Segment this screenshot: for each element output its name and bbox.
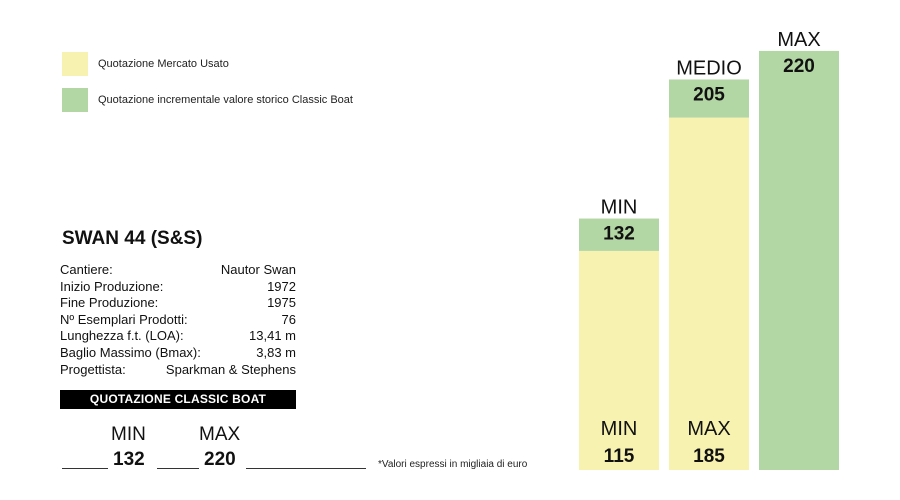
classic-boat-banner: QUOTAZIONE CLASSIC BOAT <box>60 390 296 409</box>
bar-total-value-medio: 205 <box>693 84 725 106</box>
bar-base-label-medio: MAX <box>687 418 731 440</box>
summary-max-label: MAX <box>199 424 241 445</box>
units-note: *Valori espressi in migliaia di euro <box>378 459 528 470</box>
spec-label: Baglio Massimo (Bmax): <box>60 344 201 360</box>
spec-value: 76 <box>281 311 296 327</box>
bar-base-label-min: MIN <box>600 418 638 440</box>
spec-label: Progettista: <box>60 361 126 377</box>
spec-value: 1975 <box>267 295 296 311</box>
spec-label: Inizio Produzione: <box>60 278 164 294</box>
spec-value: 13,41 m <box>249 328 296 344</box>
summary-min-value: 132 <box>113 449 145 470</box>
bar-base-value-medio: 185 <box>693 446 725 467</box>
spec-value: Sparkman & Stephens <box>165 361 296 377</box>
summary-min-label: MIN <box>111 424 146 445</box>
bar-total-value-max: 220 <box>783 55 815 77</box>
legend-label-classic-boat: Quotazione incrementale valore storico Classic Boat <box>98 94 353 106</box>
summary-max-value: 220 <box>204 449 236 470</box>
bar-total-value-min: 132 <box>603 223 635 245</box>
legend-label-used-market: Quotazione Mercato Usato <box>98 58 229 70</box>
spec-label: Nº Esemplari Prodotti: <box>60 311 188 327</box>
spec-label: Lunghezza f.t. (LOA): <box>60 328 184 344</box>
spec-label: Fine Produzione: <box>60 295 159 311</box>
spec-label: Cantiere: <box>60 262 113 277</box>
bar-top-label-min: MIN <box>600 196 638 219</box>
boat-title: SWAN 44 (S&S) <box>62 228 203 249</box>
bar-max-classic-boat <box>759 51 839 470</box>
bar-base-value-min: 115 <box>603 446 635 467</box>
spec-value: 3,83 m <box>256 344 296 360</box>
bar-top-label-max: MAX <box>777 28 821 51</box>
bar-top-label-medio: MEDIO <box>676 57 742 80</box>
spec-value: Nautor Swan <box>220 262 296 277</box>
spec-value: 1972 <box>267 278 296 294</box>
